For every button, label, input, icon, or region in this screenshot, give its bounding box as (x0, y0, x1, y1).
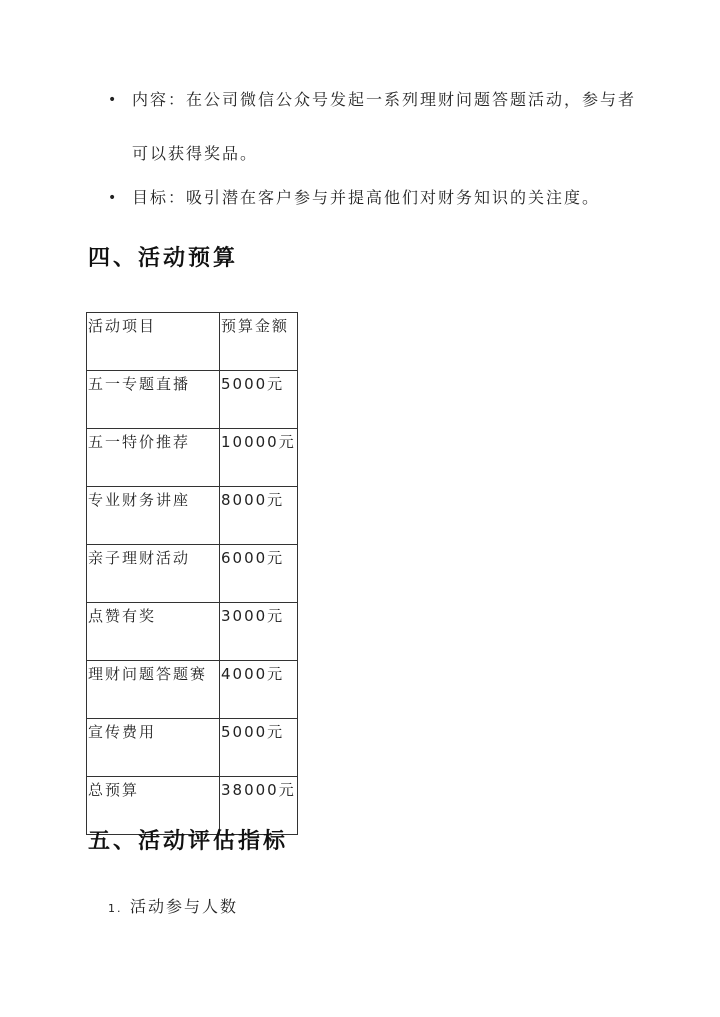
table-row (87, 371, 298, 429)
budget-table (86, 312, 298, 835)
table-cell-amount: 38000元 (220, 777, 298, 835)
table-row (87, 487, 298, 545)
table-header-row (87, 313, 298, 371)
section-heading-budget: 四、活动预算 (88, 245, 239, 271)
table-cell-amount: 6000元 (220, 545, 298, 603)
table-cell-item: 五一特价推荐 (87, 429, 220, 487)
table-cell-amount: 5000元 (220, 371, 298, 429)
numbered-list-item (108, 894, 238, 917)
table-cell-item: 亲子理财活动 (87, 545, 220, 603)
table-cell-item: 专业财务讲座 (87, 487, 220, 545)
list-item-text: 活动参与人数 (130, 897, 239, 916)
table-row (87, 429, 298, 487)
table-cell-amount: 4000元 (220, 661, 298, 719)
bullet-marker: • (108, 92, 119, 108)
table-cell-item: 宣传费用 (87, 719, 220, 777)
section-heading-metrics: 五、活动评估指标 (88, 828, 289, 854)
bullet-item-content (108, 73, 638, 181)
bullet-item-goal (108, 171, 638, 225)
list-number: 1. (108, 902, 123, 915)
table-cell-amount: 3000元 (220, 603, 298, 661)
table-row (87, 545, 298, 603)
table-header-cell: 预算金额 (220, 313, 298, 371)
table-row (87, 661, 298, 719)
table-cell-amount: 5000元 (220, 719, 298, 777)
table-cell-item: 点赞有奖 (87, 603, 220, 661)
table-row (87, 719, 298, 777)
table-cell-amount: 10000元 (220, 429, 298, 487)
table-cell-amount: 8000元 (220, 487, 298, 545)
table-row (87, 603, 298, 661)
bullet-marker: • (108, 190, 119, 206)
bullet-text: 内容：在公司微信公众号发起一系列理财问题答题活动，参与者可以获得奖品。 (132, 90, 637, 163)
table-cell-item: 理财问题答题赛 (87, 661, 220, 719)
table-cell-item: 五一专题直播 (87, 371, 220, 429)
bullet-text: 目标：吸引潜在客户参与并提高他们对财务知识的关注度。 (132, 188, 601, 207)
table-cell-item: 总预算 (87, 777, 220, 835)
table-header-cell: 活动项目 (87, 313, 220, 371)
